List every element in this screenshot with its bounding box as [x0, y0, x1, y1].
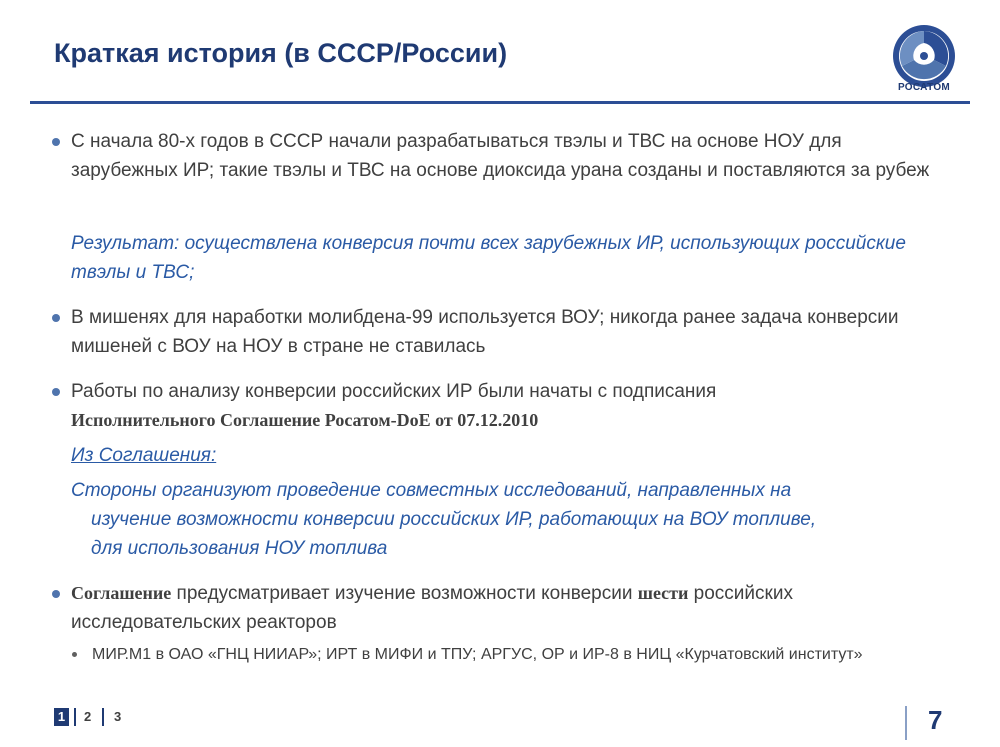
- bullet-dot-icon: [52, 388, 60, 396]
- bullet-dot-icon: [52, 138, 60, 146]
- pager-separator: [74, 708, 76, 726]
- bullet-text: [52, 579, 932, 637]
- pager-item-2[interactable]: 2: [84, 709, 92, 724]
- pager-separator: [102, 708, 104, 726]
- bullet-text-line1: Работы по анализу конверсии российских ИР были начаты с подписания: [71, 381, 717, 402]
- quote-line-2: изучение возможности конверсии российских ИР, работающих на ВОУ топливе,: [91, 509, 817, 530]
- page-number-divider: [905, 706, 907, 740]
- pager-item-3[interactable]: 3: [114, 709, 122, 724]
- bullet-item-2: [52, 303, 932, 361]
- agreement-quote: [71, 476, 951, 563]
- from-agreement-label: Из Соглашения:: [71, 445, 217, 466]
- bullet-text: С начала 80-х годов в СССР начали разрабатываться твэлы и ТВС на основе НОУ для зарубежных ИР; такие твэлы и ТВС на основе диоксида урана созданы и поставляются за рубеж: [71, 131, 930, 181]
- bullet-dot-icon: [52, 590, 60, 598]
- result-text: Результат: осуществлена конверсия почти всех зарубежных ИР, использующих российские твэлы и ТВС;: [71, 233, 906, 283]
- bullet-text-mid: предусматривает изучение возможности конверсии: [171, 583, 638, 604]
- sub-bullet-text: МИР.М1 в ОАО «ГНЦ НИИАР»; ИРТ в МИФИ и ТПУ; АРГУС, ОР и ИР-8 в НИЦ «Курчатовский институт»: [92, 646, 863, 663]
- sub-bullet-item: [72, 643, 952, 666]
- bullet-item-3: [52, 377, 932, 435]
- sub-bullet-dot-icon: [72, 652, 77, 657]
- pager-item-1[interactable]: 1: [54, 708, 69, 726]
- bullet-text: [52, 377, 932, 435]
- bullet-text: В мишенях для наработки молибдена-99 используется ВОУ; никогда ранее задача конверсии мишеней с ВОУ на НОУ в стране не ставилась: [71, 307, 899, 357]
- page-title: Краткая история (в СССР/России): [54, 38, 508, 68]
- agreement-title: Исполнительного Соглашение Росатом-DoE от 07.12.2010: [71, 410, 539, 430]
- bullet-dot-icon: [52, 314, 60, 322]
- logo-text: РОСАТОМ: [897, 82, 951, 93]
- bullet-item-1: [52, 127, 932, 185]
- agreement-word: Соглашение: [71, 583, 172, 603]
- quote-line-1: Стороны организуют проведение совместных исследований, направленных на: [71, 480, 792, 501]
- bullet-item-4: [52, 579, 932, 637]
- header-divider: [30, 101, 970, 104]
- bullet-text-end: российских исследовательских реакторов: [71, 583, 793, 633]
- quote-line-3: для использования НОУ топлива: [91, 538, 388, 559]
- page-number: 7: [928, 705, 943, 735]
- six-word: шести: [637, 583, 689, 603]
